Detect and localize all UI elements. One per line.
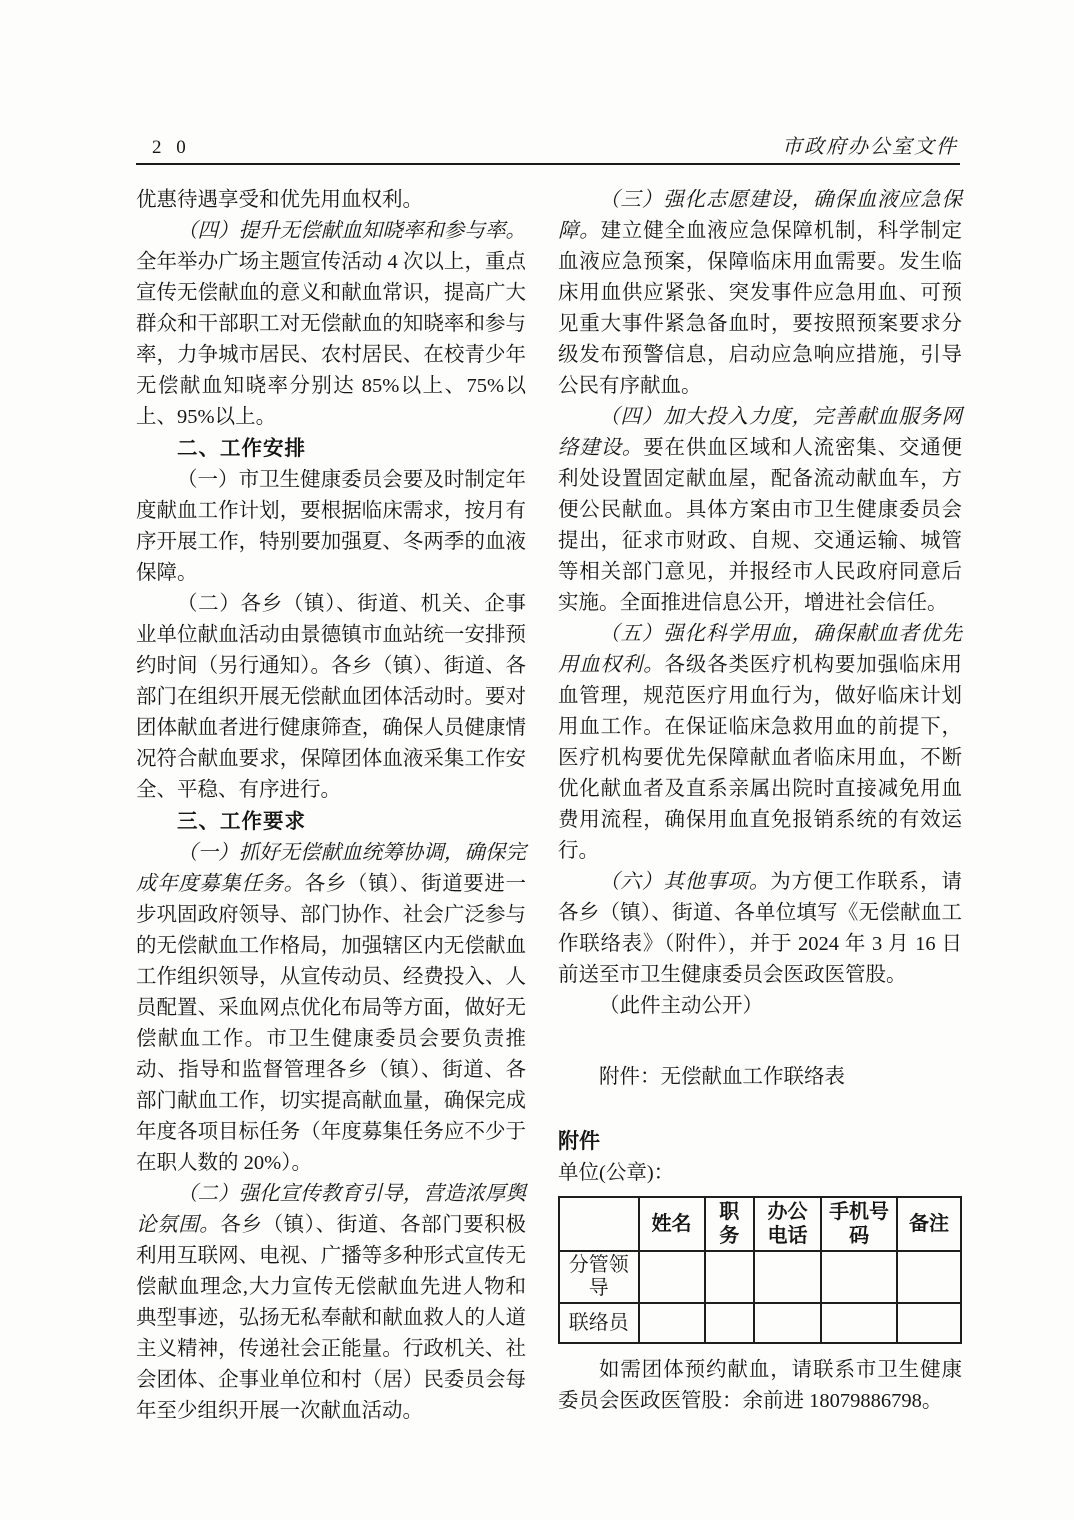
right-column xyxy=(558,185,962,1427)
attachment-note: 如需团体预约献血，请联系市卫生健康委员会医政医管股：余前进 18079886798。 xyxy=(558,1359,962,1412)
text-segment-heading: 三、工作要求 xyxy=(177,810,306,833)
table-cell-empty xyxy=(705,1251,754,1303)
paragraph xyxy=(136,1179,526,1427)
table-row-label: 联络员 xyxy=(559,1303,639,1343)
header-rule xyxy=(136,163,960,165)
table-header-cell: 办公电话 xyxy=(754,1197,821,1251)
paragraph xyxy=(558,185,962,402)
seal-label: 单位(公章)： xyxy=(558,1162,675,1184)
text-segment-normal: （一）市卫生健康委员会要及时制定年度献血工作计划，要根据临床需求，按月有序开展工作，特别要加强夏、冬两季的血液保障。 xyxy=(136,469,526,584)
paragraph xyxy=(136,185,526,216)
contact-table-body xyxy=(559,1251,961,1343)
table-header-cell: 手机号码 xyxy=(821,1197,897,1251)
text-segment-normal: 各乡（镇）、街道、各部门要积极利用互联网、电视、广播等多种形式宣传无偿献血理念,大力宣传无偿献血先进人物和典型事迹，弘扬无私奉献和献血救人的人道主义精神，传递社会正能量。行政机关、社会团体、企事业单位和村（居）民委员会每年至少组织开展一次献血活动。 xyxy=(136,1214,527,1422)
table-header-cell: 职务 xyxy=(705,1197,754,1251)
table-header-cell xyxy=(559,1197,639,1251)
contact-table-header xyxy=(559,1197,961,1251)
table-cell-empty xyxy=(705,1303,754,1343)
text-segment-italic: （二）强化宣传教育引导，营造浓厚舆论氛围。 xyxy=(136,1183,526,1236)
attachment-title: 附件 xyxy=(558,1130,600,1153)
table-cell-empty xyxy=(639,1303,705,1343)
text-segment-italic: （四）加大投入力度，完善献血服务网络建设。 xyxy=(558,406,962,459)
paragraph xyxy=(136,465,526,589)
paragraph xyxy=(136,216,526,433)
table-row xyxy=(559,1303,961,1343)
table-cell-empty xyxy=(639,1251,705,1303)
right-column-paragraphs xyxy=(558,185,962,1093)
contact-table xyxy=(558,1196,962,1344)
paragraph xyxy=(558,1062,962,1093)
table-row xyxy=(559,1251,961,1303)
table-header-cell: 备注 xyxy=(897,1197,961,1251)
text-segment-normal: 为方便工作联系，请各乡（镇）、街道、各单位填写《无偿献血工作联络表》（附件），并于 2024 年 3 月 16 日前送至市卫生健康委员会医政医管股。 xyxy=(558,871,962,986)
paragraph xyxy=(558,867,962,991)
table-cell-empty xyxy=(754,1251,821,1303)
text-segment-italic: （三）强化志愿建设，确保血液应急保障。 xyxy=(558,189,962,242)
table-header-cell: 姓名 xyxy=(639,1197,705,1251)
text-segment-normal: 各级各类医疗机构要加强临床用血管理，规范医疗用血行为，做好临床计划用血工作。在保证临床急救用血的前提下，医疗机构要优先保障献血者临床用血，不断优化献血者及直系亲属出院时直接减免用血费用流程，确保用血直免报销系统的有效运行。 xyxy=(558,654,963,862)
table-cell-empty xyxy=(821,1303,897,1343)
paragraph xyxy=(558,619,962,867)
paragraph xyxy=(136,838,526,1179)
text-segment-normal: 各乡（镇）、街道要进一步巩固政府领导、部门协作、社会广泛参与的无偿献血工作格局，加强辖区内无偿献血工作组织领导，从宣传动员、经费投入、人员配置、采血网点优化布局等方面，做好无偿献血工作。市卫生健康委员会要负责推动、指导和监督管理各乡（镇）、街道、各部门献血工作，切实提高献血量，确保完成年度各项目标任务（年度募集任务应不少于在职人数的 20%）。 xyxy=(136,873,527,1174)
table-cell-empty xyxy=(897,1303,961,1343)
text-segment-italic: （一）抓好无偿献血统筹协调，确保完成年度募集任务。 xyxy=(136,842,526,895)
table-cell-empty xyxy=(754,1303,821,1343)
text-segment-normal: 优惠待遇享受和优先用血权利。 xyxy=(136,189,423,211)
attachment-section xyxy=(558,1126,962,1417)
text-segment-normal: 全年举办广场主题宣传活动 4 次以上，重点宣传无偿献血的意义和献血常识，提高广大群众和干部职工对无偿献血的知晓率和参与率，力争城市居民、农村居民、在校青少年无偿献血知晓率分别达 85%以上、75%以上、95%以上。 xyxy=(136,251,526,428)
table-header-row xyxy=(559,1197,961,1251)
left-column xyxy=(136,185,526,1427)
page-header xyxy=(136,130,958,159)
paragraph xyxy=(136,589,526,806)
text-segment-italic: （六）其他事项。 xyxy=(599,871,771,893)
paragraph xyxy=(558,991,962,1022)
paragraph xyxy=(558,402,962,619)
text-segment-heading: 二、工作安排 xyxy=(177,437,306,460)
two-column-body xyxy=(136,185,962,1427)
table-cell-empty xyxy=(897,1251,961,1303)
table-row-label: 分管领导 xyxy=(559,1251,639,1303)
text-segment-normal: （二）各乡（镇）、街道、机关、企事业单位献血活动由景德镇市血站统一安排预约时间（另行通知）。各乡（镇）、街道、各部门在组织开展无偿献血团体活动时。要对团体献血者进行健康筛查，确保人员健康情况符合献血要求，保障团体血液采集工作安全、平稳、有序进行。 xyxy=(136,593,526,801)
text-segment-normal: 附件：无偿献血工作联络表 xyxy=(599,1066,845,1088)
table-cell-empty xyxy=(821,1251,897,1303)
text-segment-italic: （五）强化科学用血，确保献血者优先用血权利。 xyxy=(558,623,962,676)
paragraph xyxy=(136,806,526,838)
text-segment-normal: （此件主动公开） xyxy=(599,995,763,1017)
text-segment-normal: 要在供血区域和人流密集、交通便利处设置固定献血屋，配备流动献血车，方便公民献血。具体方案由市卫生健康委员会提出，征求市财政、自规、交通运输、城管等相关部门意见，并报经市人民政府同意后实施。全面推进信息公开，增进社会信任。 xyxy=(558,437,963,614)
header-doc-label: 市政府办公室文件 xyxy=(782,136,958,158)
text-segment-italic: （四）提升无偿献血知晓率和参与率。 xyxy=(177,220,526,242)
text-segment-normal: 建立健全血液应急保障机制，科学制定血液应急预案，保障临床用血需要。发生临床用血供应紧张、突发事件应急用血、可预见重大事件紧急备血时，要按照预案要求分级发布预警信息，启动应急响应措施，引导公民有序献血。 xyxy=(558,220,963,397)
paragraph xyxy=(136,433,526,465)
page-number: 2 0 xyxy=(152,137,191,158)
